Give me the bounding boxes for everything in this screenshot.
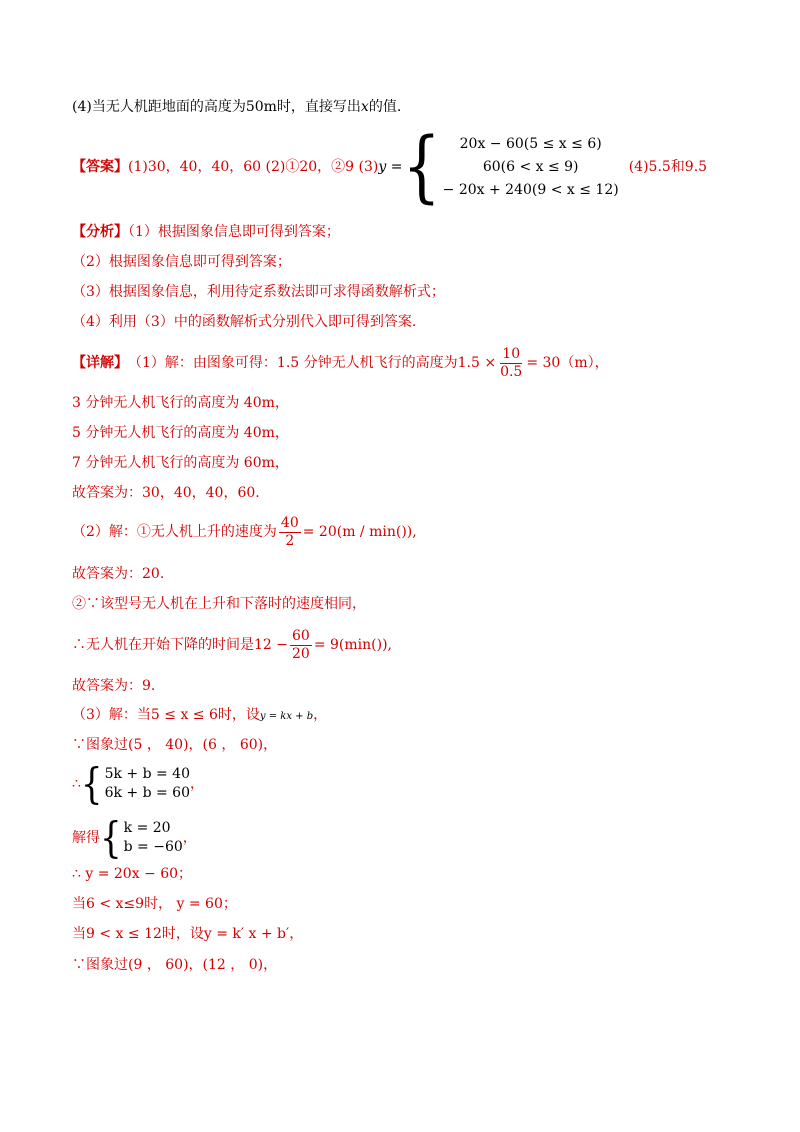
- analysis-tag: 【分析】: [72, 224, 128, 240]
- answer-y: y =: [378, 159, 403, 175]
- answer-tag: 【答案】: [72, 159, 128, 175]
- fraction-denominator: 0.5: [500, 363, 523, 380]
- system-2-brace: {: [100, 813, 122, 863]
- detail-line-2c: [72, 625, 392, 665]
- question-4-text: (4)当无人机距地面的高度为50m时，直接写出: [72, 99, 361, 115]
- detail-2-text: （2）解：①无人机上升的速度为: [72, 524, 277, 540]
- answer-part-2: 故答案为：20.: [72, 566, 165, 582]
- system-1-row-1: 5k + b = 40: [104, 766, 190, 782]
- system-2-suffix: ，: [182, 830, 197, 846]
- analysis-3: （3）根据图象信息，利用待定系数法即可求得函数解析式；: [72, 284, 445, 300]
- answer-line: [72, 121, 708, 213]
- system-1-prefix: ∴: [72, 776, 81, 792]
- detail-3b: ∵图象过(5 ， 40)，(6 ， 60)，: [72, 737, 278, 753]
- question-4: [72, 97, 401, 117]
- piecewise-row-1: 20x − 60(5 ≤ x ≤ 6): [459, 135, 602, 152]
- answer-part-1: 故答案为：30，40，40，60.: [72, 485, 260, 501]
- analysis-line-1: [72, 222, 340, 242]
- detail-3c: ∴ y = 20x − 60；: [72, 866, 193, 882]
- detail-3e: 当9 < x ≤ 12时，设y = k′ x + b′，: [72, 926, 304, 942]
- detail-2c-end: = 9(min()),: [313, 637, 392, 653]
- system-2-row-1: k = 20: [123, 820, 171, 836]
- answer-main: (1)30，40，40，60 (2)①20，②9 (3): [128, 159, 379, 175]
- answer-part-3: 故答案为：9.: [72, 678, 156, 694]
- fraction-numerator: 60: [292, 627, 310, 644]
- piecewise-function: [443, 133, 619, 202]
- analysis-1: （1）根据图象信息即可得到答案；: [128, 224, 340, 240]
- detail-2c-text: ∴无人机在开始下降的时间是12 −: [72, 637, 288, 653]
- detail-line-2: [72, 512, 417, 552]
- system-1-row-2: 6k + b = 60: [104, 785, 190, 801]
- detail-tag: 【详解】: [72, 355, 128, 371]
- piecewise-row-3: − 20x + 240(9 < x ≤ 12): [442, 181, 619, 198]
- answer-tail: (4)5.5和9.5: [628, 159, 708, 175]
- detail-3a-eq: y = kx + b: [259, 711, 314, 722]
- height-7min: 7 分钟无人机飞行的高度为 60m，: [72, 455, 289, 471]
- fraction-40-over-2: [279, 515, 301, 550]
- fraction-numerator: 10: [502, 345, 521, 362]
- system-2-rows: [124, 819, 183, 857]
- equation-system-2: [72, 813, 197, 863]
- system-1-suffix: ，: [190, 776, 204, 792]
- analysis-4: （4）利用（3）中的函数解析式分别代入即可得到答案.: [72, 314, 417, 330]
- question-4-end: 的值.: [368, 99, 402, 115]
- detail-line-1: [72, 343, 609, 383]
- system-1-rows: [105, 765, 190, 803]
- equation-system-1: [72, 759, 204, 809]
- detail-3a-text: （3）解：当5 ≤ x ≤ 6时，设: [72, 707, 260, 723]
- detail-3a: [72, 705, 327, 727]
- system-2-prefix: 解得: [72, 830, 100, 846]
- fraction-denominator: 20: [292, 645, 310, 662]
- fraction-10-over-0.5: [498, 346, 524, 381]
- detail-1-text: （1）解：由图象可得：1.5 分钟无人机飞行的高度为1.5 ×: [128, 355, 497, 371]
- fraction-60-over-20: [290, 628, 312, 663]
- detail-2-end: = 20(m / min()),: [302, 524, 417, 540]
- detail-3d: 当6 < x≤9时， y = 60；: [72, 896, 237, 912]
- detail-3a-end: ，: [313, 707, 328, 723]
- fraction-denominator: 2: [285, 532, 295, 549]
- detail-3f: ∵图象过(9 ， 60)，(12 ， 0)，: [72, 957, 278, 973]
- height-3min: 3 分钟无人机飞行的高度为 40m，: [72, 395, 289, 411]
- question-4-variable: x: [360, 99, 369, 115]
- fraction-numerator: 40: [280, 514, 299, 531]
- detail-2b: ②∵该型号无人机在上升和下落时的速度相同，: [72, 596, 366, 612]
- system-2-row-2: b = −60: [123, 839, 183, 855]
- system-1-brace: {: [80, 759, 103, 809]
- analysis-2: （2）根据图象信息即可得到答案；: [72, 254, 291, 270]
- height-5min: 5 分钟无人机飞行的高度为 40m，: [72, 425, 289, 441]
- piecewise-row-2: 60(6 < x ≤ 9): [482, 158, 579, 175]
- piecewise-brace: {: [402, 121, 441, 213]
- detail-1-end: = 30（m），: [526, 355, 609, 371]
